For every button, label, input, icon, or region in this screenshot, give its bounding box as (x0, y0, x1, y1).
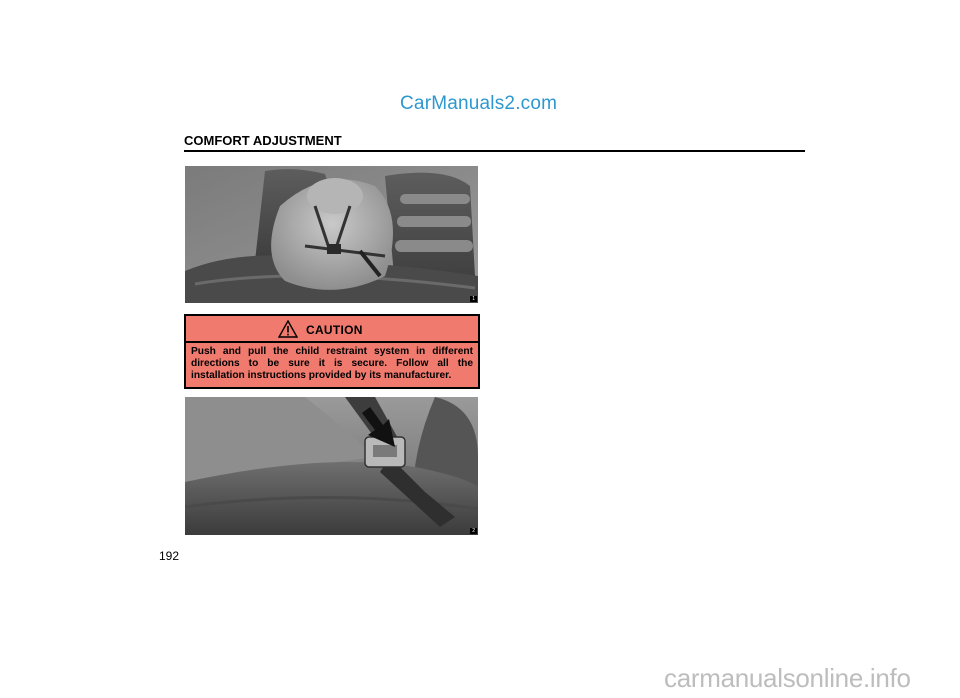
header-rule (184, 150, 805, 152)
figure-code: 2 (472, 528, 475, 534)
seat-belt-buckle-illustration (185, 397, 478, 535)
child-seat-illustration (185, 166, 478, 303)
caution-divider (186, 341, 478, 343)
caution-title: CAUTION (306, 323, 363, 337)
caution-header (186, 316, 478, 342)
child-seat-drawing (185, 166, 478, 303)
caution-text: Push and pull the child restraint system in different directions to be sure it is secure. Follow all the installation instructions provided by its manufacturer. (191, 346, 473, 381)
section-title: COMFORT ADJUSTMENT (184, 133, 342, 148)
warning-triangle-icon (278, 320, 298, 338)
seat-belt-drawing (185, 397, 478, 535)
watermark-carmanualsonline: carmanualsonline.info (664, 663, 911, 693)
page-number: 192 (159, 549, 180, 563)
figure-code: 1 (472, 296, 475, 302)
caution-box (184, 314, 480, 389)
watermark-carmanuals2: CarManuals2.com (400, 93, 558, 114)
